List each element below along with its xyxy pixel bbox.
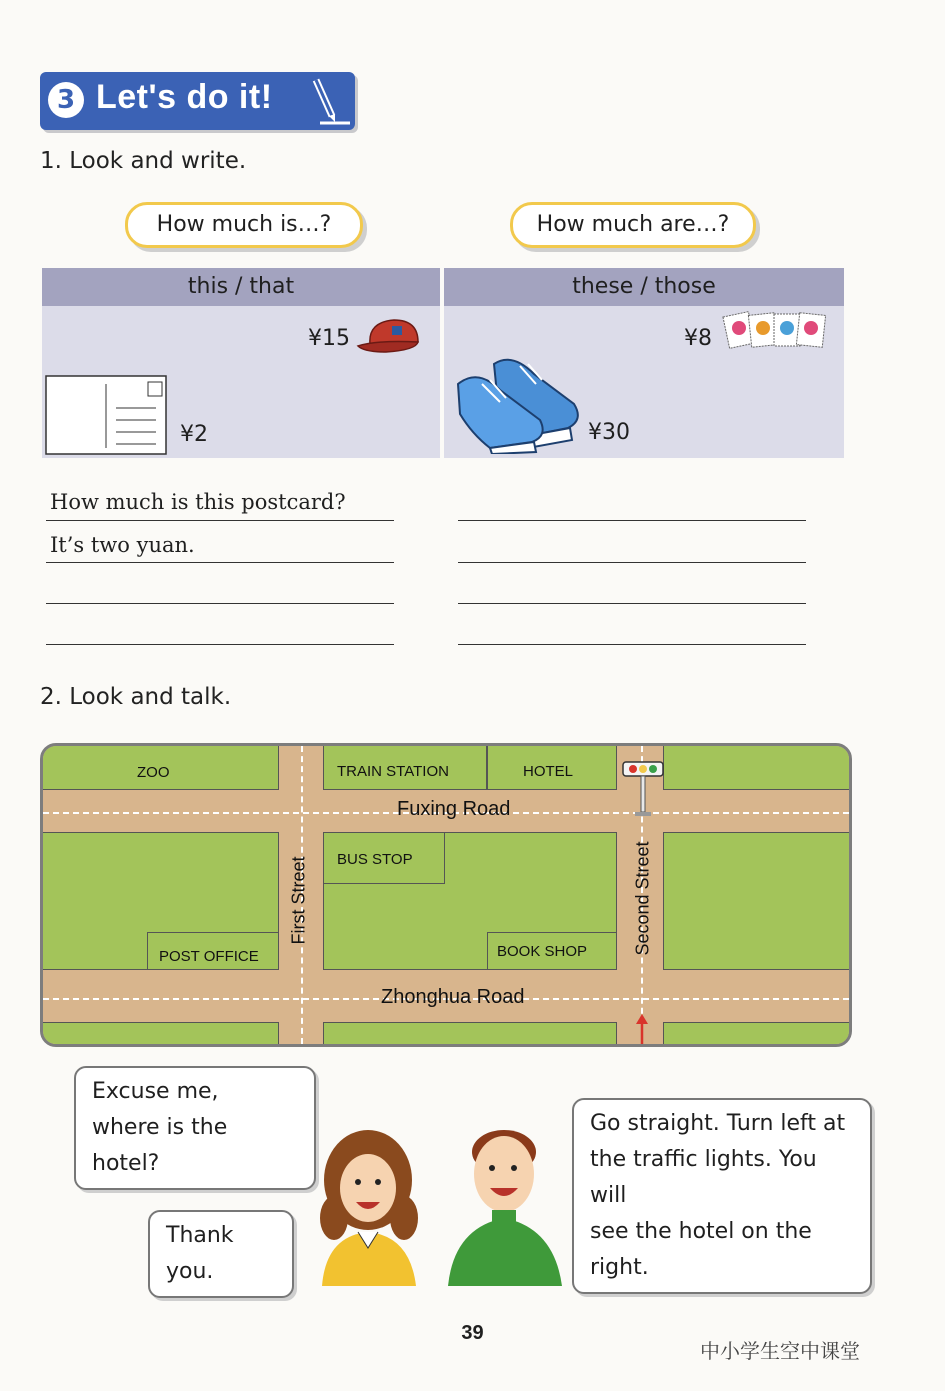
write-line: [46, 562, 394, 563]
block: [40, 1022, 279, 1047]
girl-thanks: Thank you.: [166, 1223, 234, 1284]
section-banner: [40, 72, 355, 130]
table-cell-right: [444, 306, 844, 458]
boy-line-1: Go straight. Turn left at: [590, 1111, 846, 1136]
train-station-label: TRAIN STATION: [337, 763, 449, 780]
you-are-here-arrow-icon: [633, 1014, 651, 1044]
hotel-label: HOTEL: [523, 763, 574, 780]
stamps-price: ¥8: [684, 326, 712, 351]
girl-line-1: Excuse me,: [92, 1079, 219, 1104]
block: [663, 832, 852, 970]
girl-illustration: [312, 1126, 422, 1286]
block: [323, 1022, 617, 1047]
write-line: [46, 520, 394, 521]
postcard-icon: [44, 374, 170, 458]
section-number: 3: [48, 82, 84, 118]
write-line[interactable]: [458, 603, 806, 604]
fuxing-road-label: Fuxing Road: [397, 798, 511, 820]
post-office-label: POST OFFICE: [159, 948, 259, 965]
girl-speech-bubble-2: [148, 1210, 294, 1298]
zhonghua-road-label: Zhonghua Road: [381, 986, 525, 1008]
zoo-label: ZOO: [137, 764, 170, 781]
boy-line-3: see the hotel on the right.: [590, 1219, 812, 1280]
cap-price: ¥15: [308, 326, 350, 351]
street-map: [40, 743, 852, 1047]
traffic-lights-icon: [621, 760, 665, 818]
pencil-icon: [302, 76, 352, 126]
postcard-price: ¥2: [180, 422, 208, 447]
write-line: [46, 603, 394, 604]
sneakers-icon: [454, 344, 584, 454]
boy-line-2: the traffic lights. You will: [590, 1147, 817, 1208]
section-title: Let's do it!: [96, 78, 273, 116]
stamps-icon: [722, 308, 832, 358]
answer-line-2: It’s two yuan.: [50, 533, 195, 557]
table-header-these-those: these / those: [444, 268, 844, 306]
page-number: 39: [461, 1322, 484, 1344]
bus-stop-label: BUS STOP: [337, 851, 413, 868]
block: [663, 743, 852, 790]
write-line: [46, 644, 394, 645]
girl-line-2: where is the hotel?: [92, 1115, 228, 1176]
exercise-2-heading: 2. Look and talk.: [40, 684, 232, 710]
boy-illustration: [448, 1118, 564, 1286]
second-street-label: Second Street: [632, 841, 653, 956]
answer-line-1: How much is this postcard?: [50, 490, 346, 514]
exercise-1-heading: 1. Look and write.: [40, 148, 247, 174]
write-line[interactable]: [458, 644, 806, 645]
girl-speech-bubble-1: [74, 1066, 316, 1190]
book-shop-label: BOOK SHOP: [497, 943, 588, 960]
shoes-price: ¥30: [588, 420, 630, 445]
pill-how-much-are: How much are…?: [510, 202, 756, 248]
first-street-label: First Street: [288, 856, 309, 945]
watermark: 中小学生空中课堂: [700, 1339, 860, 1363]
write-line[interactable]: [458, 520, 806, 521]
table-header-this-that: this / that: [42, 268, 440, 306]
cap-icon: [356, 316, 432, 356]
block: [663, 1022, 852, 1047]
pill-how-much-is: How much is…?: [125, 202, 363, 248]
write-line[interactable]: [458, 562, 806, 563]
boy-speech-bubble: [572, 1098, 872, 1294]
table-cell-left: [42, 306, 440, 458]
